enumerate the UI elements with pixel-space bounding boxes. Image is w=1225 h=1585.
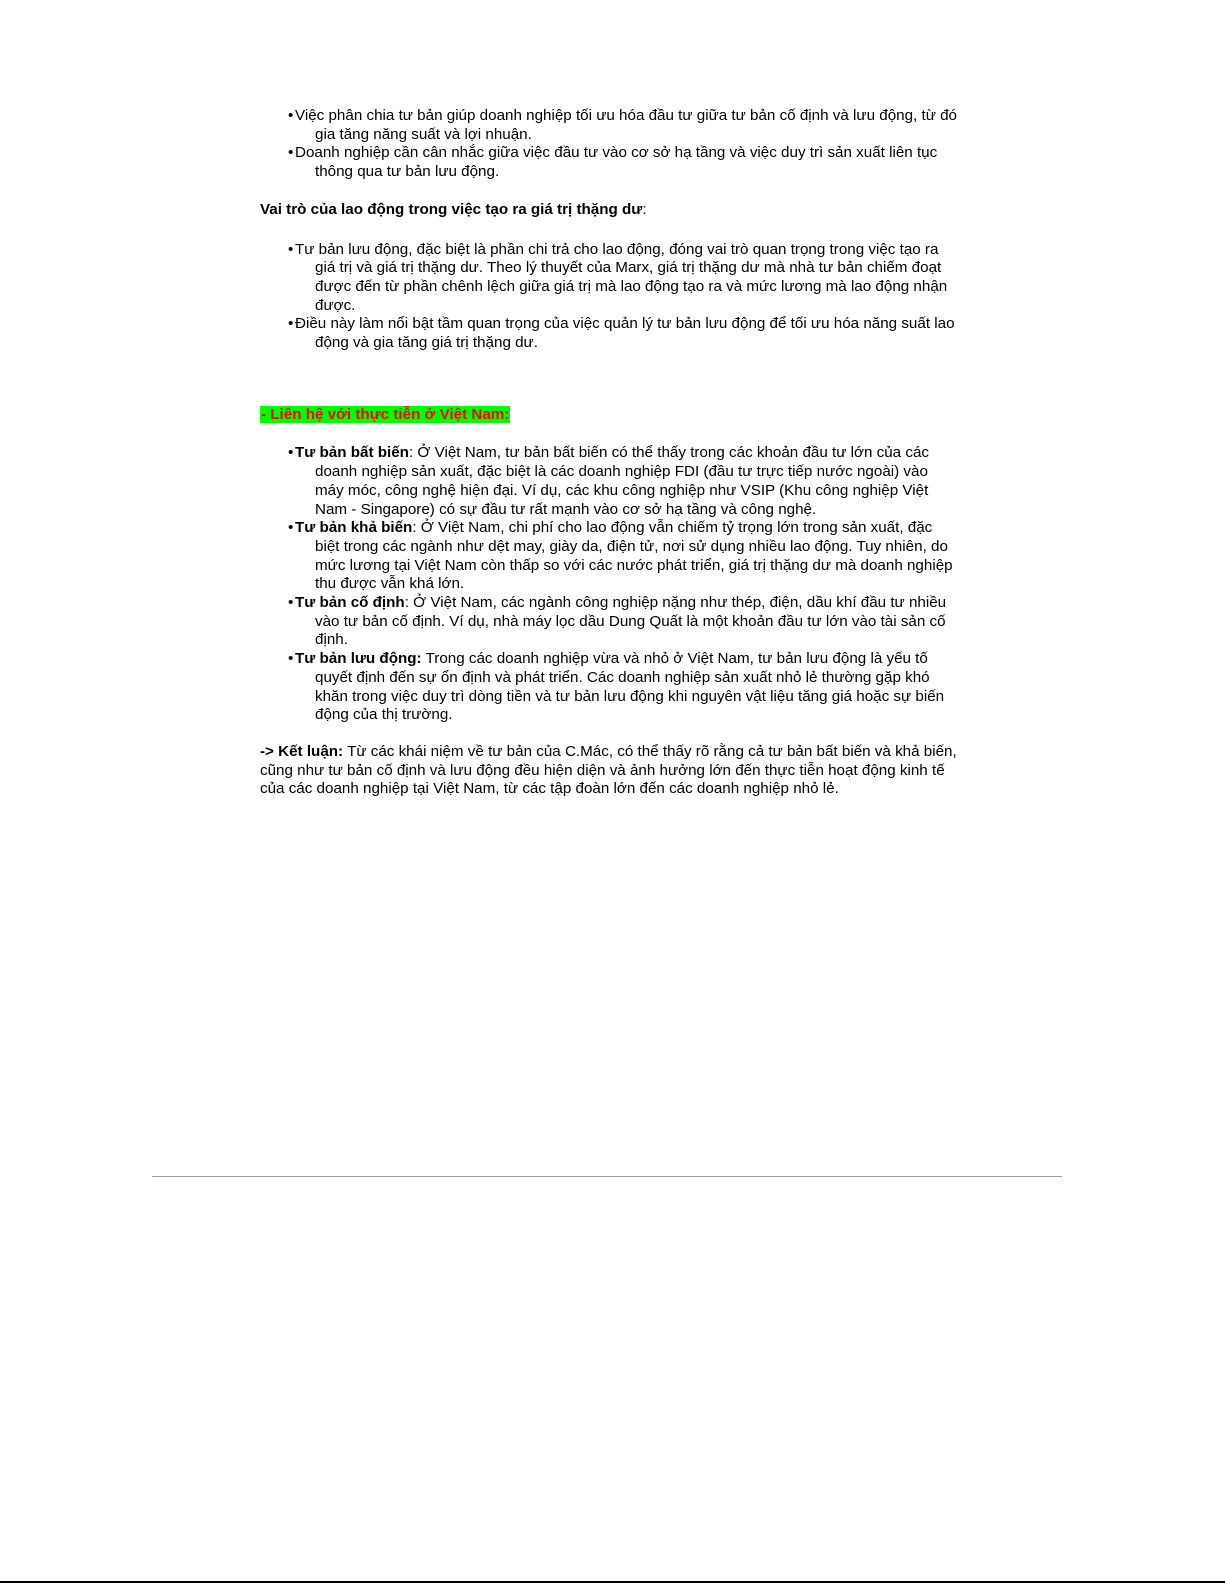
list-item — [288, 107, 960, 144]
conclusion-paragraph — [260, 743, 960, 799]
bullet-list-labor-role — [260, 241, 960, 353]
bullet-icon: • — [288, 594, 294, 612]
list-item-text: Việc phân chia tư bản giúp doanh nghiệp tối ưu hóa đầu tư giữa tư bản cố định và lưu động, từ đó gia tăng năng suất và lợi nhuận. — [295, 107, 957, 143]
bullet-icon: • — [288, 650, 294, 668]
heading-text: Vai trò của lao động trong việc tạo ra giá trị thặng dư — [260, 200, 643, 218]
bullet-icon: • — [288, 444, 294, 462]
list-item-term: Tư bản cố định — [295, 594, 405, 612]
list-item-text: Tư bản lưu động, đặc biệt là phần chi trả cho lao động, đóng vai trò quan trọng trong việc tạo ra giá trị và giá trị thặng dư. Theo lý thuyết của Marx, giá trị thặng dư mà nhà tư bản chiếm đoạt được đến từ phần chênh lệch giữa giá trị mà lao động tạo ra và mức lương mà lao động nhận được. — [295, 240, 948, 314]
list-item-text: : Ở Việt Nam, chi phí cho lao động vẫn chiếm tỷ trọng lớn trong sản xuất, đặc biệt trong các ngành như dệt may, giày da, điện tử, nơi sử dụng nhiều lao động. Tuy nhiên, do mức lương tại Việt Nam còn thấp so với các nước phát triển, giá trị thặng dư mà doanh nghiệp thu được vẫn khá lớn. — [315, 519, 953, 593]
list-item — [288, 519, 960, 594]
bullet-icon: • — [288, 519, 294, 537]
bullet-list-vietnam — [260, 444, 960, 725]
bullet-icon: • — [288, 240, 294, 258]
heading-vietnam-practice — [260, 406, 960, 425]
footer-divider — [152, 1176, 1062, 1177]
highlighted-heading: - Liên hệ với thực tiễn ở Việt Nam: — [261, 405, 510, 423]
list-item-text: : Ở Việt Nam, tư bản bất biến có thể thấy trong các khoản đầu tư lớn của các doanh nghiệp sản xuất, đặc biệt là các doanh nghiệp FDI (đầu tư trực tiếp nước ngoài) vào máy móc, công nghệ hiện đại. Ví dụ, các khu công nghiệp như VSIP (Khu công nghiệp Việt Nam - Singapore) có sự đầu tư rất mạnh vào cơ sở hạ tầng và công nghệ. — [315, 444, 929, 518]
list-item — [288, 444, 960, 519]
list-item-text: : Ở Việt Nam, các ngành công nghiệp nặng như thép, điện, dầu khí đầu tư nhiều vào tư bản cố định. Ví dụ, nhà máy lọc dầu Dung Quất là một khoản đầu tư lớn vào tài sản cố định. — [315, 594, 947, 649]
list-item-text: Trong các doanh nghiệp vừa và nhỏ ở Việt Nam, tư bản lưu động là yếu tố quyết định đến sự ổn định và phát triển. Các doanh nghiệp sản xuất nhỏ lẻ thường gặp khó khăn trong việc duy trì dòng tiền và tư bản lưu động khi nguyên vật liệu tăng giá hoặc sự biến động của thị trường. — [315, 650, 945, 724]
list-item — [288, 650, 960, 725]
heading-labor-role — [260, 201, 960, 220]
list-item — [288, 144, 960, 181]
bullet-list-capital-division — [260, 107, 960, 182]
list-item-term: Tư bản khả biến — [295, 519, 413, 537]
list-item — [288, 241, 960, 316]
list-item-term: Tư bản lưu động: — [295, 650, 422, 668]
list-item — [288, 315, 960, 352]
bullet-icon: • — [288, 144, 294, 162]
list-item-term: Tư bản bất biến — [295, 444, 409, 462]
list-item-text: Điều này làm nổi bật tầm quan trọng của việc quản lý tư bản lưu động để tối ưu hóa năng suất lao động và gia tăng giá trị thặng dư. — [295, 315, 955, 352]
conclusion-text: Từ các khái niệm về tư bản của C.Mác, có thể thấy rõ rằng cả tư bản bất biến và khả biến, cũng như tư bản cố định và lưu động đều hiện diện và ảnh hưởng lớn đến thực tiễn hoạt động kinh tế của các doanh nghiệp tại Việt Nam, từ các tập đoàn lớn đến các doanh nghiệp nhỏ lẻ. — [260, 742, 957, 798]
bullet-icon: • — [288, 315, 294, 333]
bullet-icon: • — [288, 107, 294, 124]
page-bottom-border — [0, 1581, 1225, 1583]
heading-suffix: : — [642, 200, 647, 218]
list-item — [288, 594, 960, 650]
document-body — [260, 107, 960, 799]
list-item-text: Doanh nghiệp cần cân nhắc giữa việc đầu tư vào cơ sở hạ tầng và việc duy trì sản xuất liên tục thông qua tư bản lưu động. — [295, 144, 938, 181]
conclusion-label: -> Kết luận: — [260, 742, 344, 760]
